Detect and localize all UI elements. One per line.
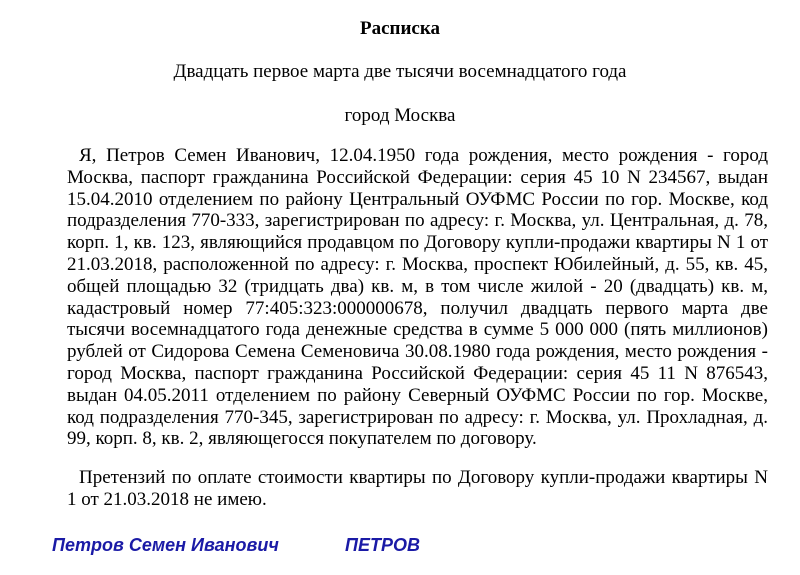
receipt-main-paragraph: Я, Петров Семен Иванович, 12.04.1950 года рождения, место рождения - город Москва, паспорт гражданина Российской Федерации: серия 45 10 N 234567, выдан 15.04.2010 отделением по району Центральный ОУФМС России по гор. Москве, код подразделения 770-333, зарегистрирован по адресу: г. Москва, ул. Центральная, д. 78, корп. 1, кв. 123, являющийся продавцом по Договору купли-продажи квартиры N 1 от 21.03.2018, расположенной по адресу: г. Москва, проспект Юбилейный, д. 55, кв. 45, общей площадью 32 (тридцать два) кв. м, в том числе жилой - 20 (двадцать) кв. м, кадастровый номер 77:405:323:000000678, получил двадцать первого марта две тысячи восемнадцатого года денежные средства в сумме 5 000 000 (пять миллионов) рублей от Сидорова Семена Семеновича 30.08.1980 года рождения, место рождения - город Москва, паспорт гражданина Российской Федерации: серия 45 11 N 876543, выдан 04.05.2011 отделением по району Северный ОУФМС России по гор. Москве, код подразделения 770-345, зарегистрирован по адресу: г. Москва, ул. Прохладная, д. 99, корп. 8, кв. 2, являющегосся покупателем по договору. — [67, 145, 768, 450]
signature-surname: ПЕТРОВ — [345, 535, 420, 555]
no-claims-paragraph: Претензий по оплате стоимости квартиры по Договору купли-продажи квартиры N 1 от 21.03.2018 не имею. — [67, 467, 768, 510]
signature-full-name: Петров Семен Иванович — [52, 535, 279, 555]
document-date-line: Двадцать первое марта две тысячи восемнадцатого года — [173, 61, 627, 82]
document-city-line: город Москва — [344, 105, 456, 126]
document-title: Расписка — [359, 18, 441, 39]
